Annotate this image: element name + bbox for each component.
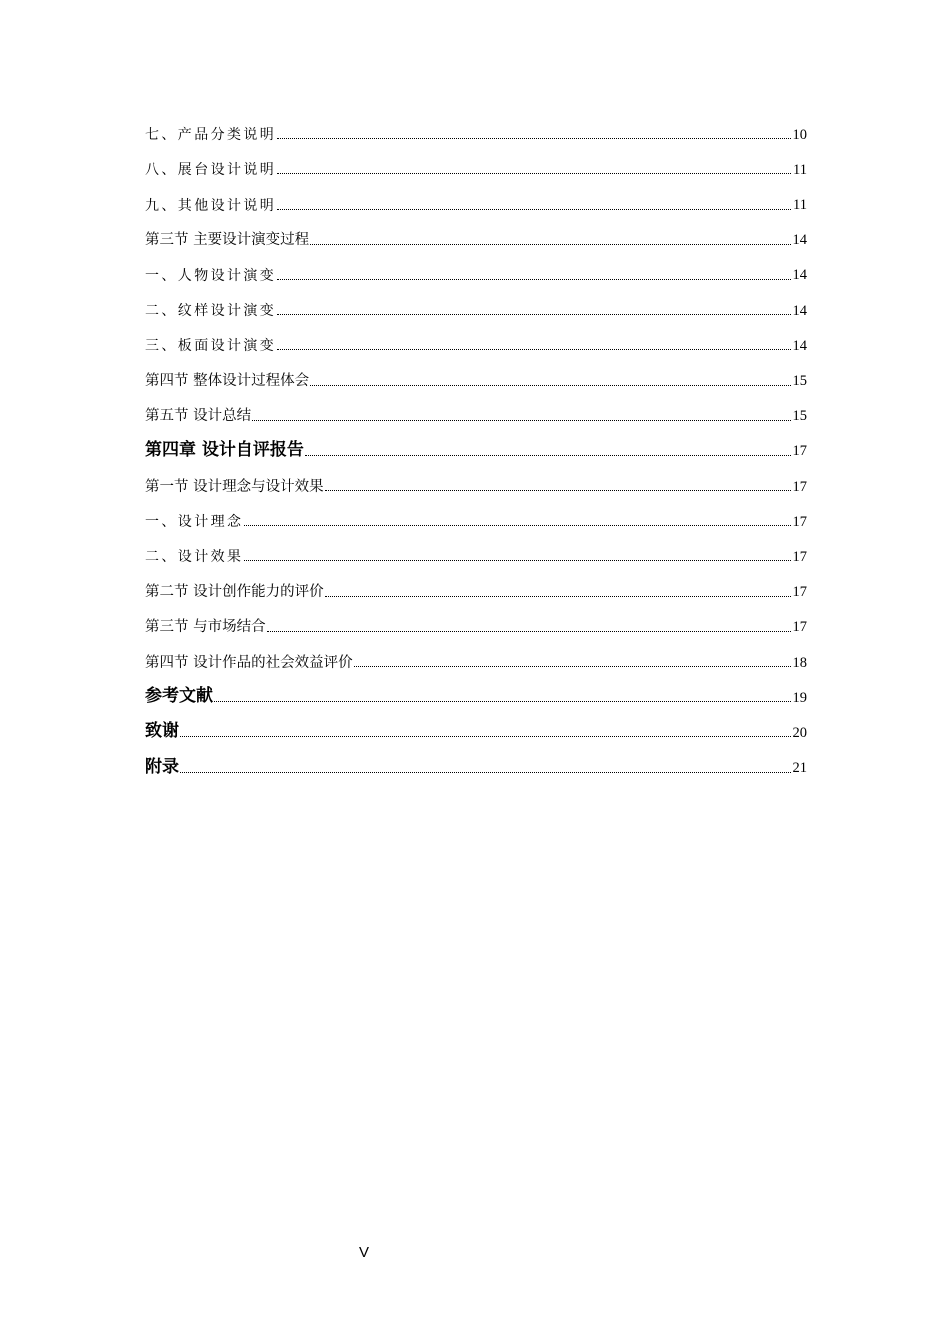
toc-entry[interactable] [145,708,807,743]
toc-entry-title: 参考文献 [145,686,213,707]
dot-leader [277,173,791,174]
toc-entry-title: 八、展台设计说明 [145,162,277,179]
toc-entry[interactable] [145,110,807,145]
dot-leader [305,455,791,456]
table-of-contents [145,110,807,779]
toc-entry-title: 第三节 与市场结合 [145,619,266,636]
dot-leader [277,209,791,210]
toc-entry-title: 一、人物设计演变 [145,267,277,284]
toc-entry-page: 11 [793,197,807,214]
toc-entry-title: 第四章 设计自评报告 [145,439,304,460]
dot-leader [244,560,790,561]
toc-entry-page: 18 [792,654,807,671]
dot-leader [252,420,790,421]
toc-entry-title: 第二节 设计创作能力的评价 [145,584,324,601]
toc-entry-page: 14 [792,267,807,284]
toc-entry-page: 15 [792,408,807,425]
toc-entry-title: 七、产品分类说明 [145,127,277,144]
dot-leader [354,666,791,667]
toc-entry-title: 第五节 设计总结 [145,408,252,425]
toc-entry-title: 第四节 整体设计过程体会 [145,373,310,389]
toc-entry-page: 11 [793,161,807,178]
toc-entry-page: 21 [792,760,807,777]
toc-entry[interactable] [145,603,807,638]
toc-entry-page: 14 [792,337,807,354]
toc-entry-title: 九、其他设计说明 [145,197,277,214]
dot-leader [277,279,790,280]
page-footer-number: V [358,1244,369,1261]
toc-entry-page: 17 [792,478,807,495]
dot-leader [244,525,790,526]
toc-entry[interactable] [145,356,807,391]
toc-entry[interactable] [145,427,807,462]
dot-leader [267,631,791,632]
toc-entry-title: 第一节 设计理念与设计效果 [145,478,324,495]
dot-leader [214,701,791,702]
toc-entry-page: 17 [792,513,807,530]
dot-leader [310,385,790,386]
toc-entry-page: 14 [792,232,807,249]
toc-entry[interactable] [145,638,807,673]
toc-entry-page: 10 [792,126,807,143]
toc-entry[interactable] [145,532,807,567]
toc-entry[interactable] [145,180,807,215]
toc-entry-title: 二、设计效果 [145,549,244,566]
toc-entry-title: 一、设计理念 [145,514,244,531]
dot-leader [277,138,790,139]
toc-entry-title: 三、板面设计演变 [145,338,277,355]
toc-entry[interactable] [145,286,807,321]
toc-entry-title: 致谢 [145,721,179,742]
toc-entry-title: 附录 [145,756,179,777]
toc-entry-page: 14 [792,302,807,319]
toc-entry-page: 17 [792,619,807,636]
toc-entry[interactable] [145,321,807,356]
toc-entry[interactable] [145,216,807,251]
toc-entry[interactable] [145,462,807,497]
toc-entry[interactable] [145,567,807,602]
toc-entry-page: 17 [792,548,807,565]
toc-entry-page: 15 [792,373,807,389]
dot-leader [180,736,791,737]
dot-leader [277,314,790,315]
toc-entry-title: 第四节 设计作品的社会效益评价 [145,654,353,671]
toc-entry-page: 19 [792,689,807,706]
toc-entry-page: 17 [792,443,807,460]
toc-entry-title: 二、纹样设计演变 [145,303,277,320]
dot-leader [277,349,790,350]
dot-leader [180,772,791,773]
toc-entry-page: 20 [792,724,807,741]
toc-entry[interactable] [145,673,807,708]
toc-entry[interactable] [145,743,807,778]
dot-leader [310,244,790,245]
toc-entry[interactable] [145,145,807,180]
toc-entry-title: 第三节 主要设计演变过程 [145,232,310,249]
dot-leader [325,596,791,597]
toc-entry-page: 17 [792,584,807,601]
toc-entry[interactable] [145,497,807,532]
toc-entry[interactable] [145,392,807,427]
toc-entry[interactable] [145,251,807,286]
dot-leader [325,490,791,491]
